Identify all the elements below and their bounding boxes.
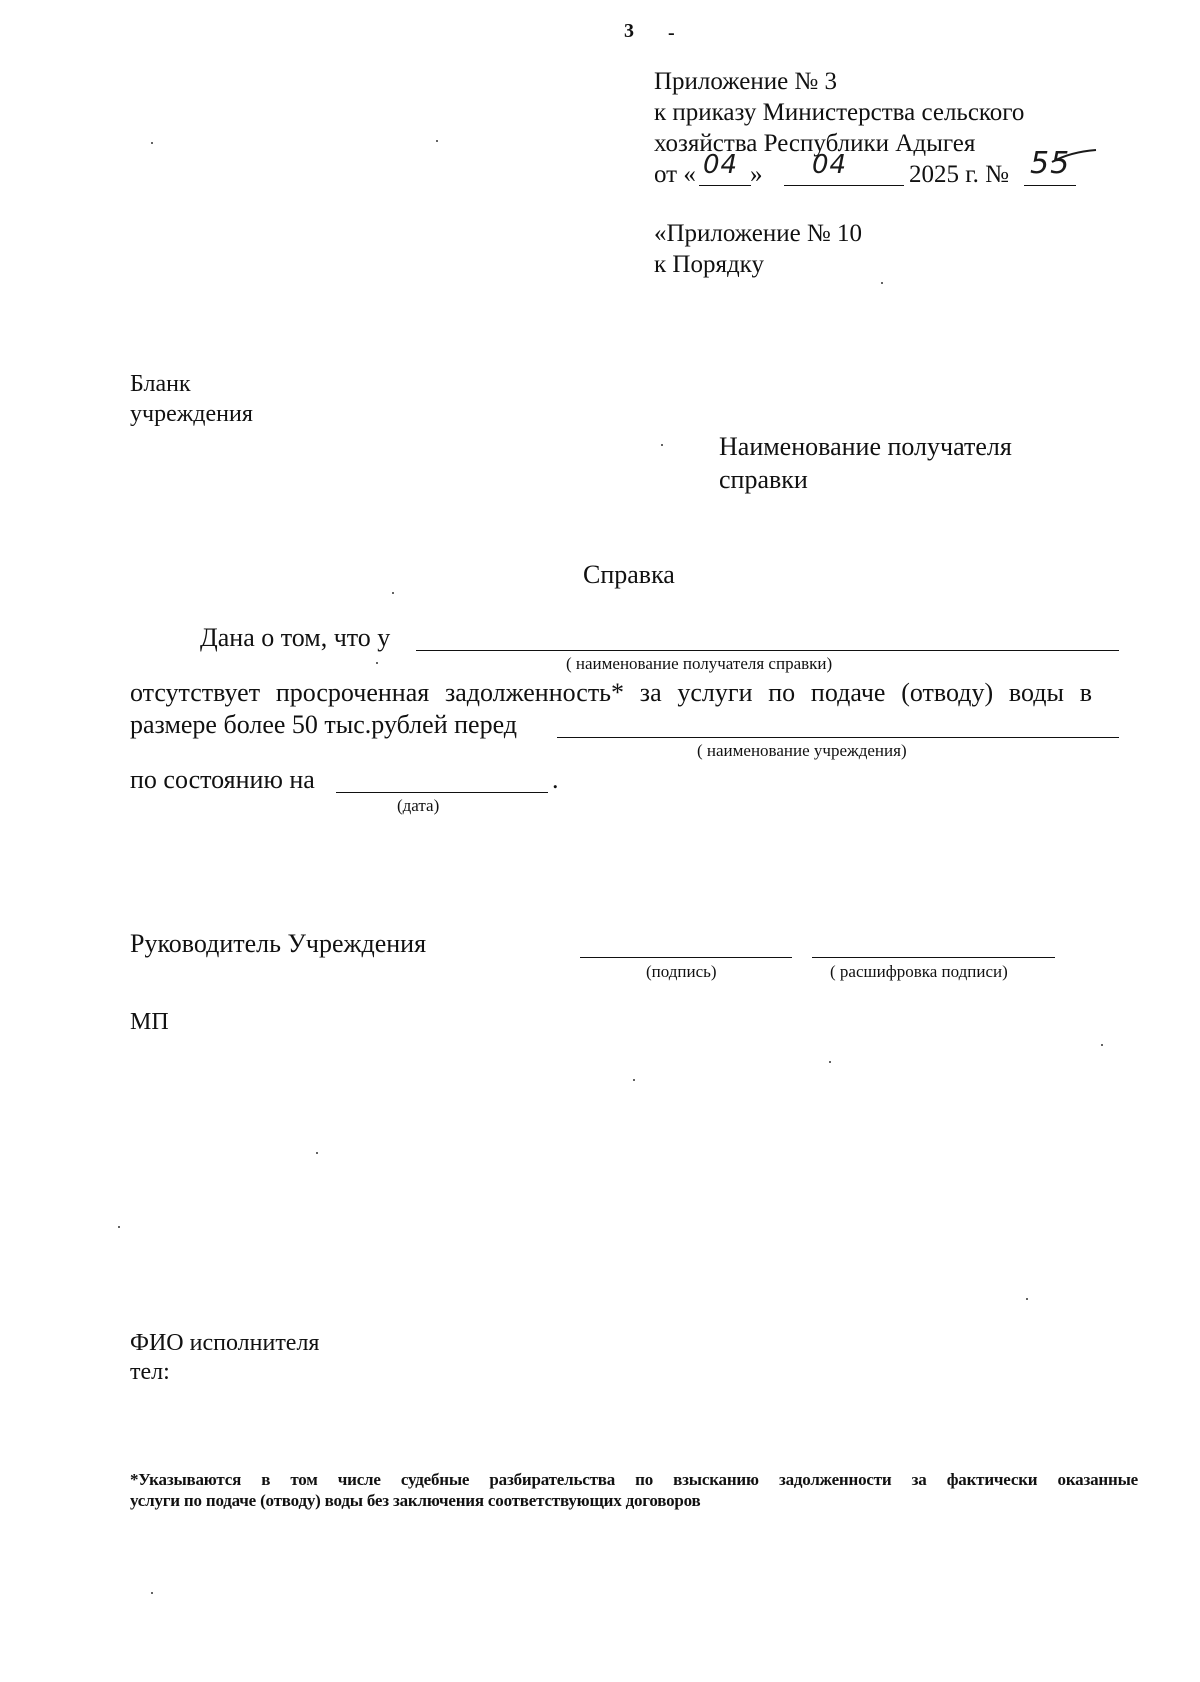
executor-phone: тел:	[130, 1359, 170, 1385]
footnote-line-1: *Указываются в том числе судебные разбирательства по взысканию задолженности за фактически оказанные	[130, 1470, 1138, 1489]
scan-speck	[151, 1592, 153, 1594]
page-number-mark: -	[668, 22, 675, 44]
footnote-line-2: услуги по подаче (отводу) воды без заключения соответствующих договоров	[130, 1491, 701, 1510]
caption-signature: (подпись)	[646, 962, 717, 981]
institution-underline	[557, 737, 1119, 738]
date-day-underline	[699, 185, 751, 186]
recipient-line-2: справки	[719, 465, 808, 494]
scan-speck	[633, 1079, 635, 1081]
scan-speck	[829, 1061, 831, 1063]
document-title: Справка	[583, 560, 675, 589]
body-line-4: по состоянию на	[130, 765, 315, 794]
appendix-line-2: к Порядку	[654, 251, 764, 278]
body-line-2: отсутствует просроченная задолженность* за услуги по подаче (отводу) воды в	[130, 678, 1092, 707]
header-date-prefix: от «	[654, 161, 696, 188]
header-line-3: хозяйства Республики Адыгея	[654, 130, 976, 157]
page-number: 3	[624, 20, 634, 42]
scan-speck	[151, 142, 153, 144]
scan-speck	[376, 662, 378, 664]
order-number-handwritten: 55	[1030, 146, 1071, 181]
scan-speck	[316, 1152, 318, 1154]
date-month-handwritten: 04	[812, 150, 848, 180]
scan-speck	[436, 140, 438, 142]
head-label: Руководитель Учреждения	[130, 929, 427, 958]
header-date-mid: »	[750, 161, 763, 188]
recipient-underline	[416, 650, 1119, 651]
scan-speck	[1026, 1298, 1028, 1300]
date-underline	[336, 792, 548, 793]
executor-fio: ФИО исполнителя	[130, 1330, 320, 1356]
body-line-3: размере более 50 тыс.рублей перед	[130, 710, 517, 739]
header-line-2: к приказу Министерства сельского	[654, 99, 1025, 126]
caption-decode: ( расшифровка подписи)	[830, 962, 1008, 981]
scan-speck	[661, 444, 663, 446]
decode-underline	[812, 957, 1055, 958]
order-number-stroke	[1050, 148, 1100, 168]
order-number-underline	[1024, 185, 1076, 186]
scan-speck	[1101, 1044, 1103, 1046]
body-line-4-end: .	[552, 765, 559, 794]
scan-speck	[881, 282, 883, 284]
caption-institution: ( наименование учреждения)	[697, 741, 907, 760]
scan-speck	[118, 1226, 120, 1228]
stamp-label: МП	[130, 1009, 169, 1035]
header-date-year: 2025 г. №	[909, 161, 1010, 188]
caption-recipient: ( наименование получателя справки)	[566, 654, 833, 673]
scan-speck	[392, 592, 394, 594]
appendix-line-1: «Приложение № 10	[654, 220, 863, 247]
header-line-1: Приложение № 3	[654, 68, 838, 95]
date-month-underline	[784, 185, 904, 186]
recipient-line-1: Наименование получателя	[719, 432, 1012, 461]
signature-underline	[580, 957, 792, 958]
blank-line-2: учреждения	[130, 401, 253, 427]
date-day-handwritten: 04	[703, 150, 739, 180]
blank-line-1: Бланк	[130, 371, 191, 397]
body-given-to: Дана о том, что у	[200, 623, 391, 652]
caption-date: (дата)	[397, 796, 440, 815]
